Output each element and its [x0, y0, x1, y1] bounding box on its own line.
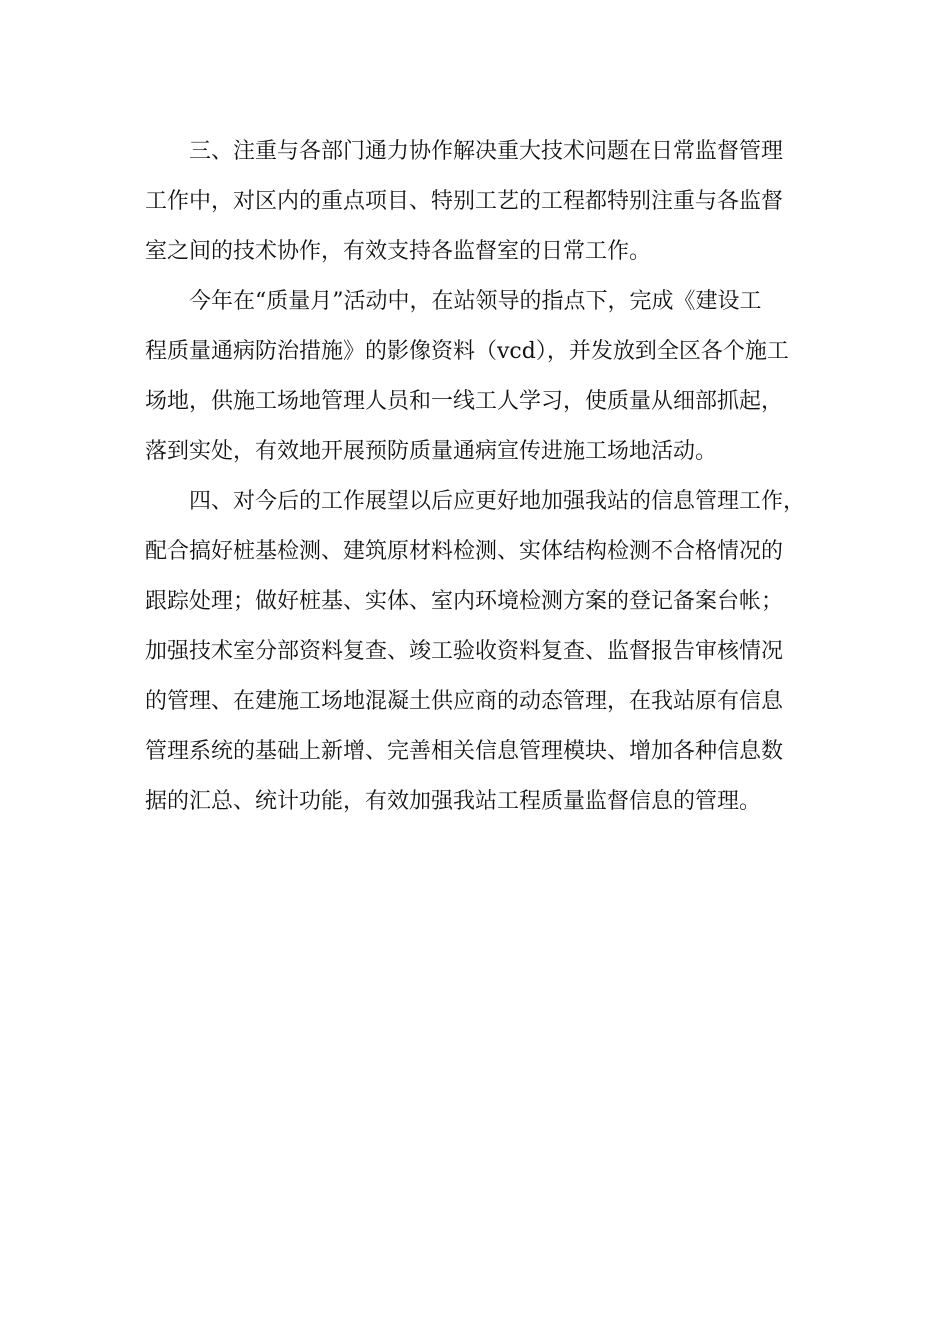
paragraph-line: 工作中，对区内的重点项目、特别工艺的工程都特别注重与各监督: [145, 189, 784, 214]
document-body: [145, 133, 835, 833]
paragraph-line: 四、对今后的工作展望以后应更好地加强我站的信息管理工作，: [189, 489, 806, 514]
paragraph-line: 据的汇总、统计功能，有效加强我站工程质量监督信息的管理。: [145, 789, 762, 814]
paragraph-line: 配合搞好桩基检测、建筑原材料检测、实体结构检测不合格情况的: [145, 539, 784, 564]
paragraph-future-outlook: [145, 483, 835, 833]
paragraph-line: 跟踪处理；做好桩基、实体、室内环境检测方案的登记备案台帐；: [145, 589, 784, 614]
paragraph-quality-month: [145, 283, 835, 483]
paragraph-line: 的管理、在建施工场地混凝土供应商的动态管理，在我站原有信息: [145, 689, 784, 714]
paragraph-line: 落到实处，有效地开展预防质量通病宣传进施工场地活动。: [145, 439, 718, 464]
paragraph-line: 加强技术室分部资料复查、竣工验收资料复查、监督报告审核情况: [145, 639, 784, 664]
paragraph-line: 室之间的技术协作，有效支持各监督室的日常工作。: [145, 239, 652, 264]
paragraph-line: 管理系统的基础上新增、完善相关信息管理模块、增加各种信息数: [145, 739, 784, 764]
paragraph-line: 程质量通病防治措施》的影像资料（vcd），并发放到全区各个施工: [145, 339, 789, 364]
paragraph-line: 今年在“质量月”活动中，在站领导的指点下，完成《建设工: [189, 289, 762, 314]
paragraph-line: 场地，供施工场地管理人员和一线工人学习，使质量从细部抓起，: [145, 389, 784, 414]
paragraph-technical-collaboration: [145, 133, 835, 283]
paragraph-line: 三、注重与各部门通力协作解决重大技术问题在日常监督管理: [189, 139, 784, 164]
